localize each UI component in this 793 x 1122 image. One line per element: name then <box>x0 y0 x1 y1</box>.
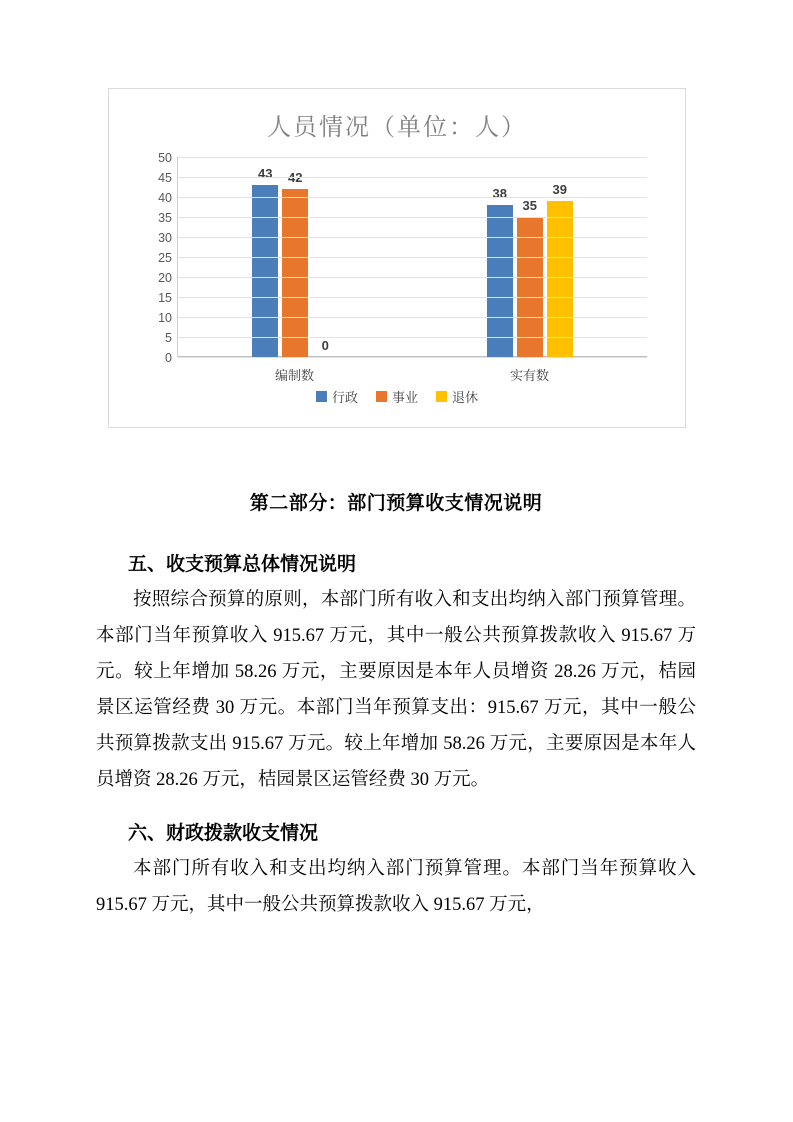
part-title: 第二部分：部门预算收支情况说明 <box>249 493 543 514</box>
chart-y-tick-label: 25 <box>158 251 172 265</box>
chart-legend-swatch <box>436 391 447 402</box>
chart-gridline <box>158 231 647 245</box>
chart-y-tick-label: 20 <box>158 271 172 285</box>
chart-plot-area <box>158 151 647 365</box>
chart-gridline <box>165 351 647 365</box>
chart-bar-fill <box>517 217 543 357</box>
chart-legend <box>109 387 685 406</box>
chart-gridline <box>158 291 647 305</box>
section-paragraph-6-1: 本部门所有收入和支出均纳入部门预算管理。本部门当年预算收入 915.67 万元，其中一般公共预算拨款收入 915.67 万元， <box>96 859 696 915</box>
chart-legend-swatch <box>376 391 387 402</box>
chart-gridline <box>158 251 647 265</box>
chart-y-tick-label: 50 <box>158 151 172 165</box>
chart-y-tick-label: 35 <box>158 211 172 225</box>
chart-legend-item[interactable] <box>436 387 478 406</box>
chart-legend-label: 行政 <box>331 390 358 405</box>
chart-bar-fill <box>487 205 513 357</box>
personnel-chart <box>108 88 686 428</box>
chart-gridline <box>158 271 647 285</box>
chart-y-tick-label: 15 <box>158 291 172 305</box>
chart-bar-fill <box>282 189 308 357</box>
chart-title: 人员情况（单位：人） <box>267 114 527 141</box>
chart-bar-fill <box>252 185 278 357</box>
chart-category-label: 实有数 <box>509 368 549 383</box>
chart-legend-label: 退休 <box>452 390 479 405</box>
chart-y-tick-label: 0 <box>165 351 172 365</box>
chart-gridline <box>165 331 647 345</box>
chart-bar-value-label: 43 <box>258 166 273 181</box>
chart-y-tick-label: 45 <box>158 171 172 185</box>
chart-bar-value-label: 38 <box>492 186 507 201</box>
chart-gridline <box>158 151 647 165</box>
section-heading-5: 五、收支预算总体情况说明 <box>128 554 357 575</box>
chart-bar-value-label: 0 <box>321 338 329 353</box>
chart-legend-label: 事业 <box>391 390 418 405</box>
chart-legend-item[interactable] <box>376 387 418 406</box>
chart-gridline <box>158 211 647 225</box>
chart-bar-value-label: 39 <box>552 182 567 197</box>
chart-y-tick-label: 10 <box>158 311 172 325</box>
chart-bar-fill <box>547 201 573 357</box>
document-body <box>96 488 696 927</box>
chart-x-tick-labels <box>177 365 647 384</box>
section-heading-6: 六、财政拨款收支情况 <box>128 823 319 844</box>
chart-y-tick-label: 5 <box>165 331 172 345</box>
chart-y-tick-label: 40 <box>158 191 172 205</box>
chart-y-tick-label: 30 <box>158 231 172 245</box>
chart-plot-wrapper <box>109 149 687 383</box>
chart-legend-swatch <box>316 391 327 402</box>
chart-gridline <box>158 311 647 325</box>
section-paragraph-5-1: 按照综合预算的原则，本部门所有收入和支出均纳入部门预算管理。本部门当年预算收入 915.67 万元，其中一般公共预算拨款收入 915.67 万元。较上年增加 58.26 万元，主要原因是本年人员增资 28.26 万元，桔园景区运管经费 30 万元。本部门当年预算支出：915.67 万元，其中一般公共预算拨款支出 915.67 万元。较上年增加 58.26 万元，主要原因是本年人员增资 28.26 万元，桔园景区运管经费 30 万元。 <box>96 590 696 790</box>
chart-bar-value-label: 42 <box>288 170 303 185</box>
section-spacer <box>96 802 696 818</box>
chart-bar-value-label: 35 <box>522 198 537 213</box>
chart-category-label: 编制数 <box>274 368 314 383</box>
chart-legend-item[interactable] <box>316 387 358 406</box>
